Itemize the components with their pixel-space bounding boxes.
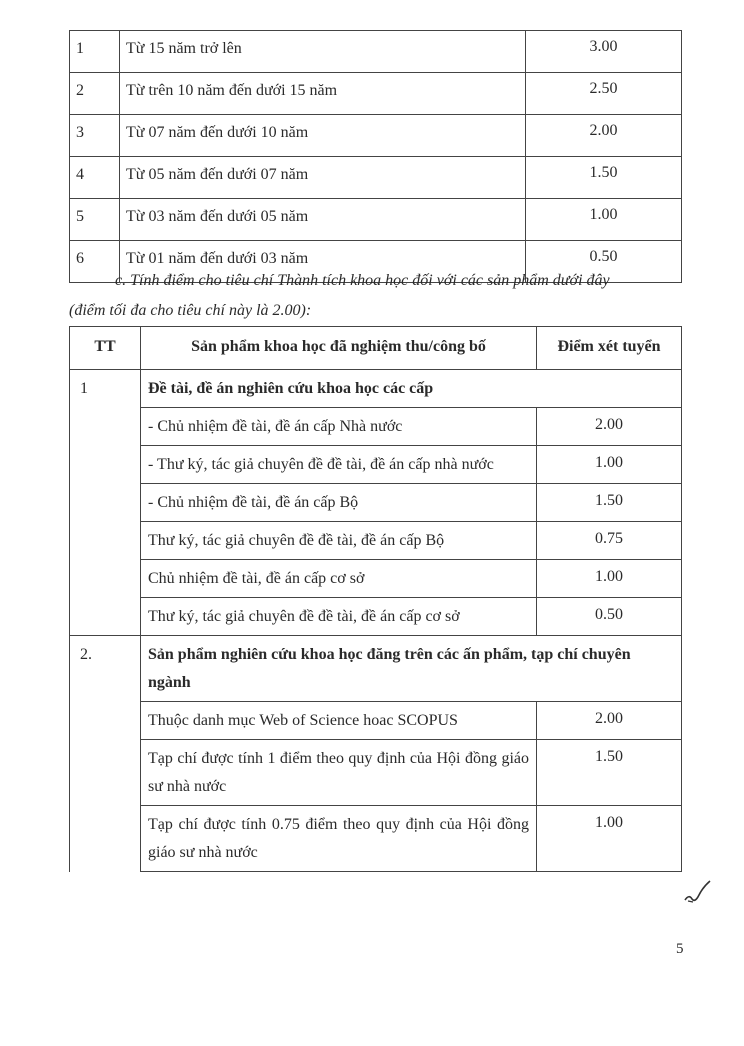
seniority-table bbox=[69, 30, 682, 283]
table-row bbox=[70, 484, 682, 522]
group-title: Sản phẩm nghiên cứu khoa học đăng trên các ấn phẩm, tạp chí chuyên ngành bbox=[141, 636, 682, 702]
item-score: 1.50 bbox=[537, 740, 682, 806]
criterion-line-2: (điểm tối đa cho tiêu chí này là 2.00): bbox=[69, 302, 312, 319]
table-row bbox=[70, 73, 682, 115]
header-product: Sản phẩm khoa học đã nghiệm thu/công bố bbox=[141, 327, 537, 370]
row-score: 2.00 bbox=[526, 115, 682, 157]
row-number: 2 bbox=[70, 73, 120, 115]
table-row bbox=[70, 702, 682, 740]
item-score: 1.00 bbox=[537, 806, 682, 872]
page-number: 5 bbox=[676, 941, 684, 957]
group-number: 1 bbox=[70, 370, 141, 636]
row-number: 4 bbox=[70, 157, 120, 199]
item-label: - Thư ký, tác giả chuyên đề đề tài, đề án cấp nhà nước bbox=[141, 446, 537, 484]
row-label: Từ 03 năm đến dưới 05 năm bbox=[120, 199, 526, 241]
item-label: - Chủ nhiệm đề tài, đề án cấp Bộ bbox=[141, 484, 537, 522]
item-score: 2.00 bbox=[537, 408, 682, 446]
table-row bbox=[70, 115, 682, 157]
criterion-heading bbox=[69, 266, 689, 326]
row-label: Từ 15 năm trở lên bbox=[120, 31, 526, 73]
row-label: Từ 07 năm đến dưới 10 năm bbox=[120, 115, 526, 157]
row-number: 5 bbox=[70, 199, 120, 241]
row-number: 1 bbox=[70, 31, 120, 73]
table-row bbox=[70, 806, 682, 872]
table-row bbox=[70, 446, 682, 484]
row-label: Từ trên 10 năm đến dưới 15 năm bbox=[120, 73, 526, 115]
table-row bbox=[70, 522, 682, 560]
row-label: Từ 01 năm đến dưới 03 năm bbox=[120, 241, 526, 283]
item-label: Thư ký, tác giả chuyên đề đề tài, đề án cấp Bộ bbox=[141, 522, 537, 560]
science-table bbox=[69, 326, 682, 872]
item-label: Thư ký, tác giả chuyên đề đề tài, đề án cấp cơ sở bbox=[141, 598, 537, 636]
row-score: 1.00 bbox=[526, 199, 682, 241]
row-number: 6 bbox=[70, 241, 120, 283]
item-score: 0.75 bbox=[537, 522, 682, 560]
table-row bbox=[70, 598, 682, 636]
item-label: Thuộc danh mục Web of Science hoac SCOPUS bbox=[141, 702, 537, 740]
group-number: 2. bbox=[70, 636, 141, 872]
criterion-line-1: c. Tính điểm cho tiêu chí Thành tích khoa học đối với các sản phẩm dưới đây bbox=[115, 272, 610, 289]
group-row bbox=[70, 636, 682, 702]
item-score: 0.50 bbox=[537, 598, 682, 636]
row-score: 0.50 bbox=[526, 241, 682, 283]
header-score: Điểm xét tuyển bbox=[537, 327, 682, 370]
group-row bbox=[70, 370, 682, 408]
table-row bbox=[70, 408, 682, 446]
initials-mark bbox=[683, 878, 713, 908]
item-score: 1.00 bbox=[537, 446, 682, 484]
row-label: Từ 05 năm đến dưới 07 năm bbox=[120, 157, 526, 199]
item-label: - Chủ nhiệm đề tài, đề án cấp Nhà nước bbox=[141, 408, 537, 446]
table-row bbox=[70, 560, 682, 598]
row-score: 3.00 bbox=[526, 31, 682, 73]
table-row bbox=[70, 157, 682, 199]
table-row bbox=[70, 199, 682, 241]
row-score: 2.50 bbox=[526, 73, 682, 115]
table-row bbox=[70, 31, 682, 73]
item-score: 1.00 bbox=[537, 560, 682, 598]
item-score: 1.50 bbox=[537, 484, 682, 522]
table-row bbox=[70, 740, 682, 806]
item-label: Tạp chí được tính 0.75 điểm theo quy định của Hội đồng giáo sư nhà nước bbox=[141, 806, 537, 872]
header-no: TT bbox=[70, 327, 141, 370]
item-label: Chủ nhiệm đề tài, đề án cấp cơ sở bbox=[141, 560, 537, 598]
group-title: Đề tài, đề án nghiên cứu khoa học các cấp bbox=[141, 370, 682, 408]
row-score: 1.50 bbox=[526, 157, 682, 199]
table-header-row bbox=[70, 327, 682, 370]
item-label: Tạp chí được tính 1 điểm theo quy định của Hội đồng giáo sư nhà nước bbox=[141, 740, 537, 806]
item-score: 2.00 bbox=[537, 702, 682, 740]
row-number: 3 bbox=[70, 115, 120, 157]
